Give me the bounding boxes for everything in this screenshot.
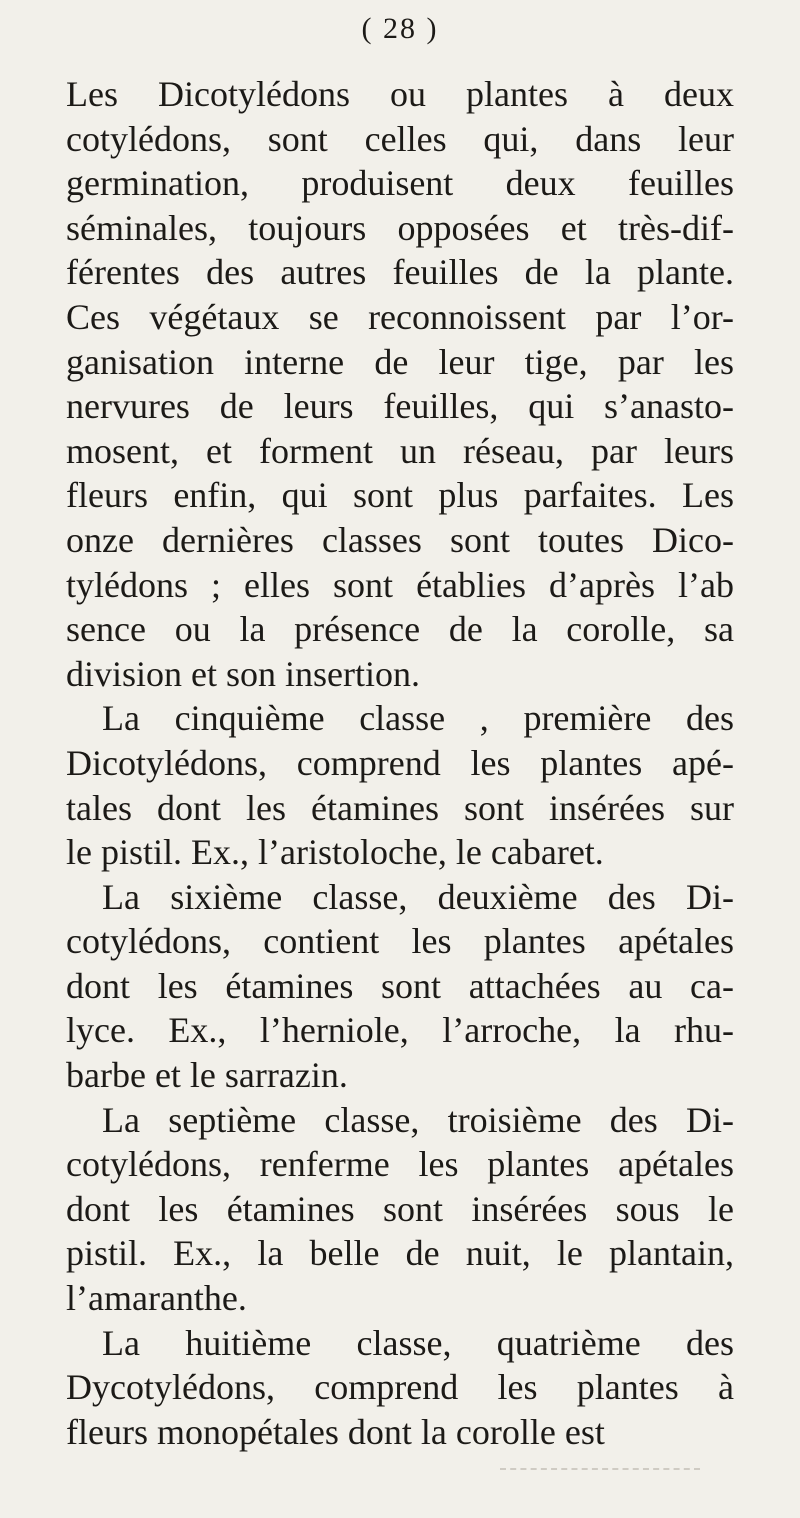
text-line: La huitième classe, quatrième des	[102, 1322, 734, 1363]
text-line: le pistil. Ex., l’aristoloche, le cabaret.	[66, 832, 604, 873]
text-line: Dicotylédons, comprend les plantes apé-	[66, 742, 734, 783]
text-line: ganisation interne de leur tige, par les	[66, 341, 734, 382]
text-line: tylédons ; elles sont établies d’après l’ab	[66, 564, 734, 605]
text-line: cotylédons, renferme les plantes apétales	[66, 1144, 734, 1185]
text-line: fleurs monopétales dont la corolle est	[66, 1411, 605, 1452]
text-line: cotylédons, contient les plantes apétales	[66, 921, 734, 962]
text-line: l’amaranthe.	[66, 1278, 247, 1319]
text-line: Ces végétaux se reconnoissent par l’or-	[66, 296, 734, 337]
page-number: ( 28 )	[361, 12, 439, 45]
text-line: tales dont les étamines sont insérées sur	[66, 787, 734, 828]
text-line: férentes des autres feuilles de la plante.	[66, 252, 734, 293]
text-line: La cinquième classe , première des	[102, 698, 734, 739]
text-line: mosent, et forment un réseau, par leurs	[66, 430, 734, 471]
text-line: sence ou la présence de la corolle, sa	[66, 609, 734, 650]
text-line: Dycotylédons, comprend les plantes à	[66, 1367, 734, 1408]
text-line: La septième classe, troisième des Di-	[102, 1099, 734, 1140]
text-line: séminales, toujours opposées et très-dif-	[66, 207, 734, 248]
text-line: onze dernières classes sont toutes Dico-	[66, 519, 734, 560]
text-line: barbe et le sarrazin.	[66, 1055, 348, 1096]
text-line: Les Dicotylédons ou plantes à deux	[66, 74, 734, 114]
text-line: division et son insertion.	[66, 653, 420, 694]
text-line: lyce. Ex., l’herniole, l’arroche, la rhu-	[66, 1010, 734, 1051]
ink-smudge	[500, 1468, 700, 1474]
text-line: pistil. Ex., la belle de nuit, le plantain,	[66, 1233, 734, 1274]
text-line: cotylédons, sont celles qui, dans leur	[66, 118, 734, 159]
text-line: nervures de leurs feuilles, qui s’anasto-	[66, 386, 734, 427]
text-line: fleurs enfin, qui sont plus parfaites. Les	[66, 475, 734, 516]
text-line: dont les étamines sont insérées sous le	[66, 1188, 734, 1229]
text-line: La sixième classe, deuxième des Di-	[102, 876, 734, 917]
text-line: dont les étamines sont attachées au ca-	[66, 965, 734, 1006]
text-line: germination, produisent deux feuilles	[66, 163, 734, 204]
body-text	[66, 72, 734, 1454]
